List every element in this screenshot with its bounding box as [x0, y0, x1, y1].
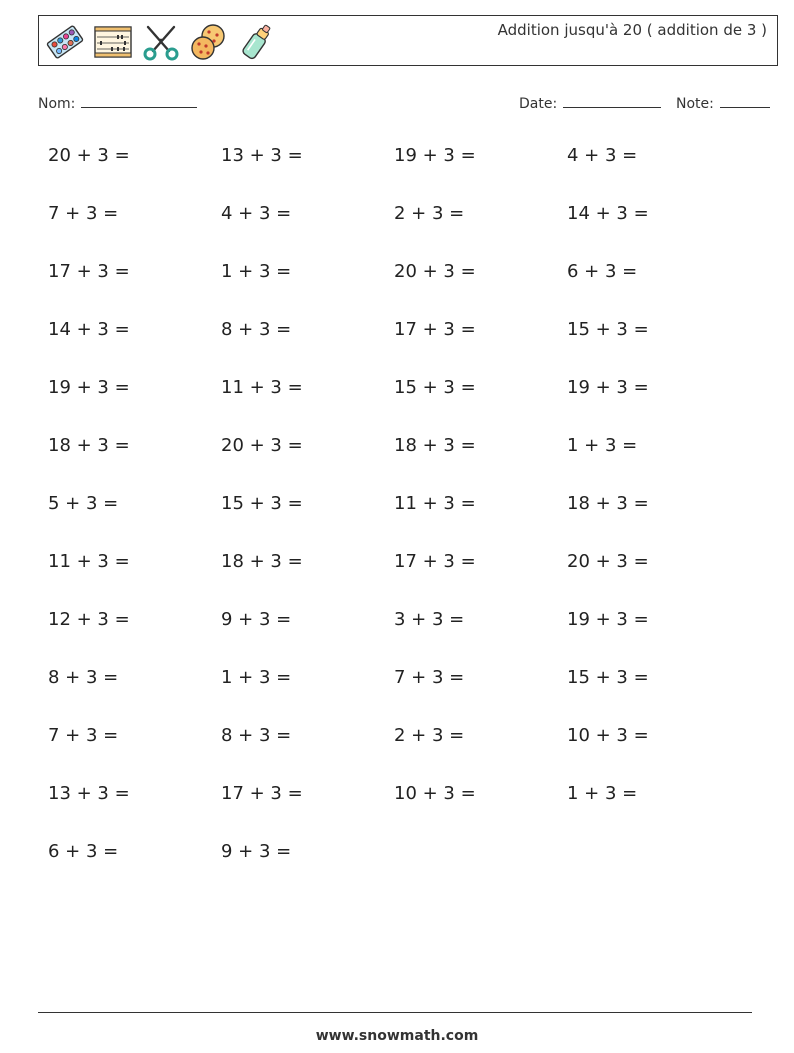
addition-problem: 19 + 3 =: [48, 377, 130, 398]
addition-problem: 20 + 3 =: [48, 145, 130, 166]
addition-problem: 10 + 3 =: [394, 783, 476, 804]
addition-problem: 18 + 3 =: [567, 493, 649, 514]
addition-problem: 15 + 3 =: [394, 377, 476, 398]
addition-problem: 14 + 3 =: [48, 319, 130, 340]
glue-stick-icon: [235, 21, 279, 63]
date-label: Date:: [519, 96, 558, 112]
addition-problem: 19 + 3 =: [567, 609, 649, 630]
addition-problem: 15 + 3 =: [221, 493, 303, 514]
paint-palette-icon: [43, 21, 87, 63]
addition-problem: 13 + 3 =: [48, 783, 130, 804]
addition-problem: 17 + 3 =: [394, 319, 476, 340]
addition-problem: 18 + 3 =: [221, 551, 303, 572]
addition-problem: 20 + 3 =: [394, 261, 476, 282]
addition-problem: 20 + 3 =: [567, 551, 649, 572]
addition-problem: 2 + 3 =: [394, 203, 465, 224]
addition-problem: 2 + 3 =: [394, 725, 465, 746]
addition-problem: 9 + 3 =: [221, 609, 292, 630]
addition-problem: 11 + 3 =: [221, 377, 303, 398]
addition-problem: 11 + 3 =: [394, 493, 476, 514]
addition-problem: 17 + 3 =: [48, 261, 130, 282]
icon-strip: [43, 21, 279, 63]
footer-url: www.snowmath.com: [315, 1028, 479, 1044]
addition-problem: 9 + 3 =: [221, 841, 292, 862]
abacus-icon: [91, 21, 135, 63]
addition-problem: 8 + 3 =: [221, 725, 292, 746]
addition-problem: 3 + 3 =: [394, 609, 465, 630]
addition-problem: 6 + 3 =: [48, 841, 119, 862]
cookies-icon: [187, 21, 231, 63]
scissors-icon: [139, 21, 183, 63]
addition-problem: 7 + 3 =: [48, 725, 119, 746]
addition-problem: 15 + 3 =: [567, 667, 649, 688]
addition-problem: 7 + 3 =: [394, 667, 465, 688]
score-label: Note:: [676, 96, 714, 112]
addition-problem: 1 + 3 =: [567, 783, 638, 804]
addition-problem: 18 + 3 =: [394, 435, 476, 456]
addition-problem: 14 + 3 =: [567, 203, 649, 224]
score-field: [676, 93, 770, 112]
worksheet-title: Addition jusqu'à 20 ( addition de 3 ): [497, 21, 767, 39]
name-line: [81, 93, 197, 108]
addition-problem: 17 + 3 =: [394, 551, 476, 572]
addition-problem: 17 + 3 =: [221, 783, 303, 804]
addition-problem: 15 + 3 =: [567, 319, 649, 340]
name-field: [38, 93, 197, 112]
addition-problem: 1 + 3 =: [567, 435, 638, 456]
score-line: [720, 93, 770, 108]
addition-problem: 1 + 3 =: [221, 667, 292, 688]
addition-problem: 4 + 3 =: [567, 145, 638, 166]
addition-problem: 10 + 3 =: [567, 725, 649, 746]
footer-divider: [38, 1012, 752, 1013]
addition-problem: 1 + 3 =: [221, 261, 292, 282]
header-box: [38, 15, 778, 66]
addition-problem: 18 + 3 =: [48, 435, 130, 456]
addition-problem: 19 + 3 =: [567, 377, 649, 398]
addition-problem: 6 + 3 =: [567, 261, 638, 282]
addition-problem: 12 + 3 =: [48, 609, 130, 630]
addition-problem: 8 + 3 =: [48, 667, 119, 688]
addition-problem: 7 + 3 =: [48, 203, 119, 224]
addition-problem: 19 + 3 =: [394, 145, 476, 166]
date-line: [563, 93, 661, 108]
addition-problem: 8 + 3 =: [221, 319, 292, 340]
addition-problem: 20 + 3 =: [221, 435, 303, 456]
addition-problem: 11 + 3 =: [48, 551, 130, 572]
addition-problem: 5 + 3 =: [48, 493, 119, 514]
name-label: Nom:: [38, 96, 76, 112]
addition-problem: 4 + 3 =: [221, 203, 292, 224]
date-field: [519, 93, 661, 112]
addition-problem: 13 + 3 =: [221, 145, 303, 166]
